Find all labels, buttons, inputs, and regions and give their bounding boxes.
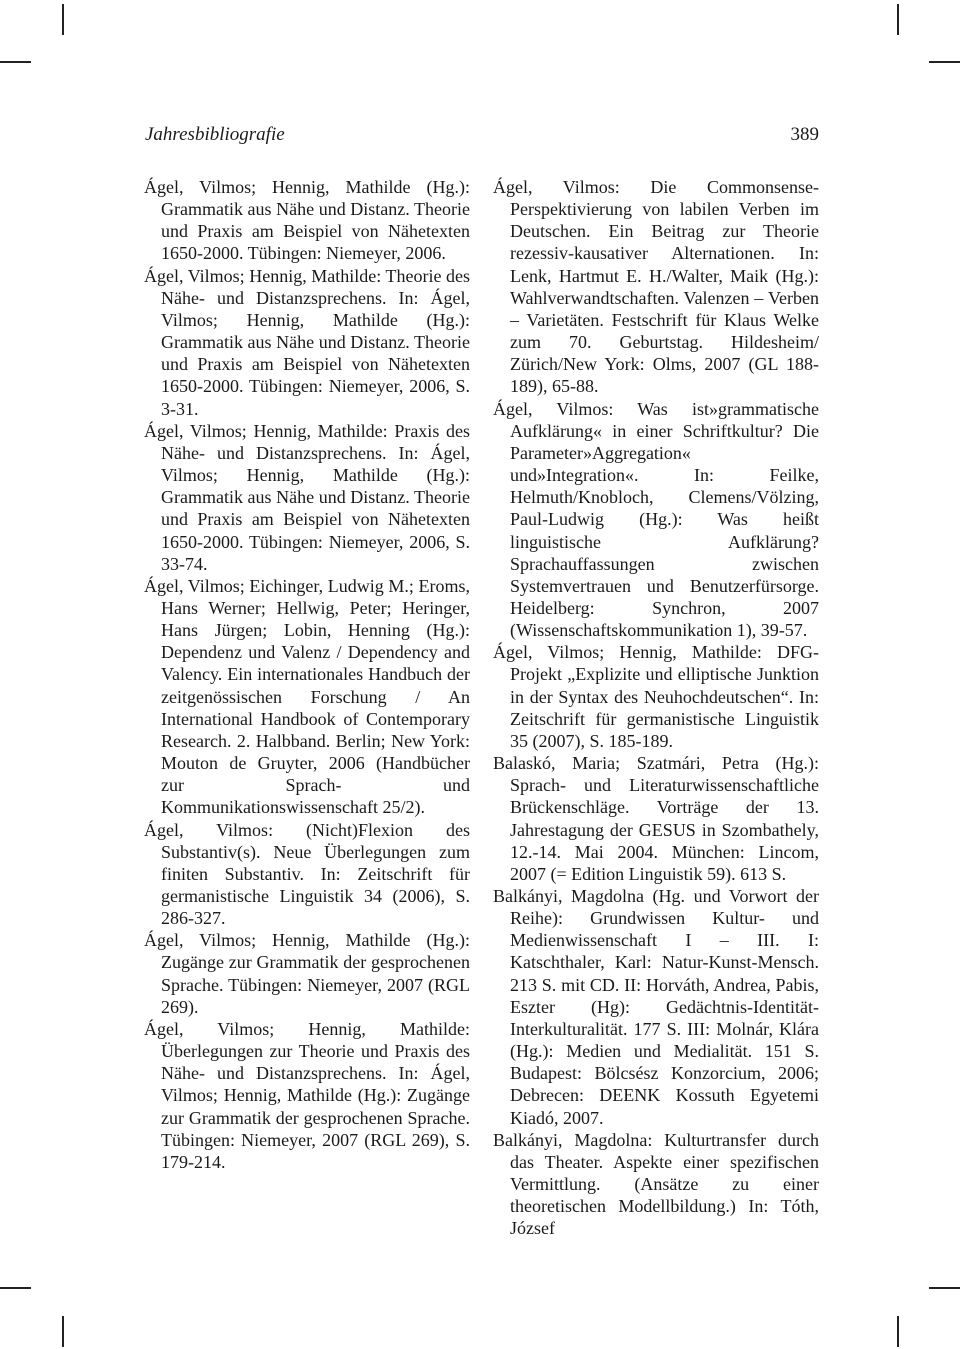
bibliography-entry: Balkányi, Magdolna: Kulturtransfer durch das Theater. Aspekte einer spezifischen Vermittlung. (Ansätze zu einer theoretischen Modellbildung.) In: Tóth, József — [493, 1129, 819, 1239]
bibliography-entry: Ágel, Vilmos; Hennig, Mathilde: Praxis des Nähe- und Distanzsprechens. In: Ágel, Vilmos; Hennig, Mathilde (Hg.): Grammatik aus Nähe und Distanz. Theorie und Praxis am Beispiel von Nähetexten 1650-2000. Tübingen: Niemeyer, 2006, S. 33-74. — [144, 420, 470, 574]
crop-mark-top-left-vertical — [62, 4, 64, 35]
bibliography-entry: Ágel, Vilmos: Was ist»grammatische Aufklärung« in einer Schriftkultur? Die Parameter»Aggregation« und»Integration«. In: Feilke, Helmuth/Knobloch, Clemens/Völzing, Paul-Ludwig (Hg.): Was heißt linguistische Aufklärung? Sprachauffassungen zwischen Systemvertrauen und Benutzerfürsorge. Heidelberg: Synchron, 2007 (Wissenschaftskommunikation 1), 39-57. — [493, 398, 819, 641]
bibliography-entry: Ágel, Vilmos; Hennig, Mathilde (Hg.): Zugänge zur Grammatik der gesprochenen Sprache. Tübingen: Niemeyer, 2007 (RGL 269). — [144, 930, 470, 1017]
bibliography-entry: Ágel, Vilmos; Eichinger, Ludwig M.; Eroms, Hans Werner; Hellwig, Peter; Heringer, Hans Jürgen; Lobin, Henning (Hg.): Dependenz und Valenz / Dependency and Valency. Ein internationales Handbuch der zeitgenössischen Forschung / An International Handbook of Contemporary Research. 2. Halbband. Berlin; New York: Mouton de Gruyter, 2006 (Handbücher zur Sprach- und Kommunikationswissenschaft 25/2). — [144, 575, 470, 818]
running-header-title: Jahresbibliografie — [145, 124, 285, 145]
right-column — [493, 176, 819, 1240]
crop-mark-bottom-left-horizontal — [0, 1287, 31, 1289]
crop-mark-bottom-right-vertical — [897, 1316, 899, 1347]
crop-mark-top-right-vertical — [897, 4, 899, 35]
bibliography-entry: Ágel, Vilmos; Hennig, Mathilde: Überlegungen zur Theorie und Praxis des Nähe- und Distanzsprechens. In: Ágel, Vilmos; Hennig, Mathilde (Hg.): Zugänge zur Grammatik der gesprochenen Sprache. Tübingen: Niemeyer, 2007 (RGL 269), S. 179-214. — [144, 1018, 470, 1172]
bibliography-entry: Balkányi, Magdolna (Hg. und Vorwort der Reihe): Grundwissen Kultur- und Medienwissenschaft I – III. I: Katschthaler, Karl: Natur-Kunst-Mensch. 213 S. mit CD. II: Horváth, Andrea, Pabis, Eszter (Hg): Gedächtnis-Identität-Interkulturalität. 177 S. III: Molnár, Klára (Hg.): Medien und Medialität. 151 S. Budapest: Bölcsész Konzorcium, 2006; Debrecen: DEENK Kossuth Egyetemi Kiadó, 2007. — [493, 886, 819, 1128]
bibliography-entry: Ágel, Vilmos; Hennig, Mathilde (Hg.): Grammatik aus Nähe und Distanz. Theorie und Praxis am Beispiel von Nähetexten 1650-2000. Tübingen: Niemeyer, 2006. — [144, 177, 470, 264]
page-number: 389 — [790, 124, 819, 145]
bibliography-entry: Ágel, Vilmos; Hennig, Mathilde: Theorie des Nähe- und Distanzsprechens. In: Ágel, Vilmos; Hennig, Mathilde (Hg.): Grammatik aus Nähe und Distanz. Theorie und Praxis am Beispiel von Nähetexten 1650-2000. Tübingen: Niemeyer, 2006, S. 3-31. — [144, 265, 470, 419]
crop-mark-top-left-horizontal — [0, 61, 31, 63]
crop-mark-bottom-right-horizontal — [929, 1287, 960, 1289]
left-column — [144, 176, 470, 1173]
bibliography-entry: Ágel, Vilmos: Die Commonsense-Perspektivierung von labilen Verben im Deutschen. Ein Beitrag zur Theorie rezessiv-kausativer Alternationen. In: Lenk, Hartmut E. H./Walter, Maik (Hg.): Wahlverwandtschaften. Valenzen – Verben – Varietäten. Festschrift für Klaus Welke zum 70. Geburtstag. Hildesheim/ Zürich/New York: Olms, 2007 (GL 188-189), 65-88. — [493, 177, 819, 397]
bibliography-entry: Ágel, Vilmos; Hennig, Mathilde: DFG-Projekt „Explizite und elliptische Junktion in der Syntax des Neuhochdeutschen“. In: Zeitschrift für germanistische Linguistik 35 (2007), S. 185-189. — [493, 642, 819, 751]
crop-mark-bottom-left-vertical — [62, 1316, 64, 1347]
bibliography-entry: Ágel, Vilmos: (Nicht)Flexion des Substantiv(s). Neue Überlegungen zum finiten Substantiv. In: Zeitschrift für germanistische Linguistik 34 (2006), S. 286-327. — [144, 819, 470, 929]
bibliography-entry: Balaskó, Maria; Szatmári, Petra (Hg.): Sprach- und Literaturwissenschaftliche Brückenschläge. Vorträge der 13. Jahrestagung der GESUS in Szombathely, 12.-14. Mai 2004. München: Lincom, 2007 (= Edition Linguistik 59). 613 S. — [493, 753, 819, 884]
crop-mark-top-right-horizontal — [929, 61, 960, 63]
